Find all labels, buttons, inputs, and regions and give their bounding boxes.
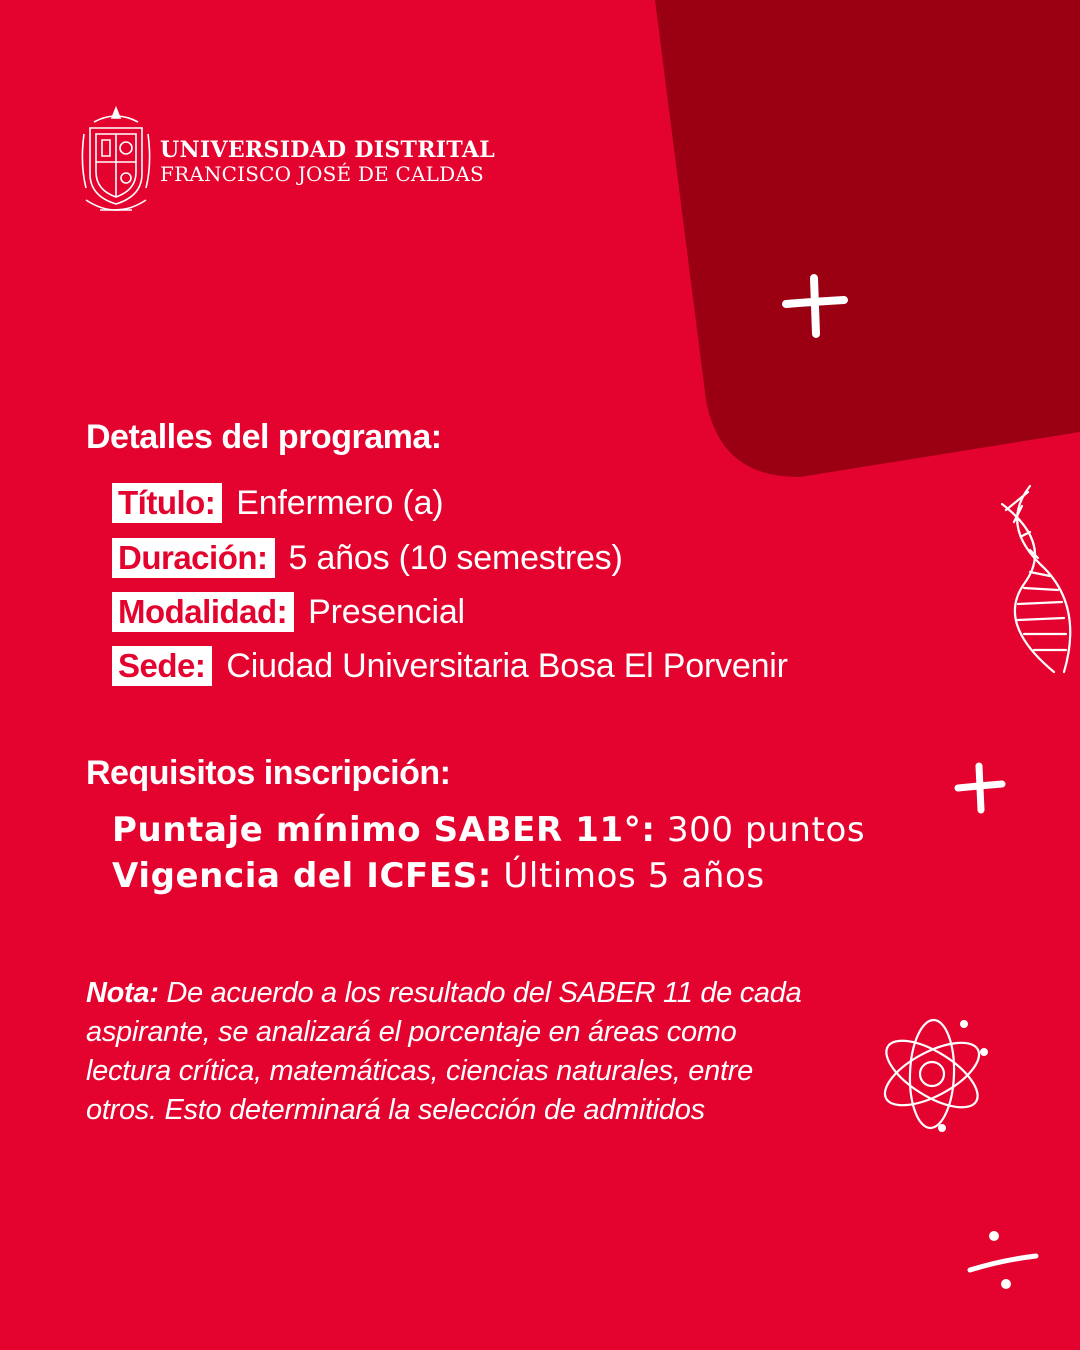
detail-value: 5 años (10 semestres) (288, 538, 623, 577)
detail-label: Sede: (112, 646, 212, 686)
detail-value: Enfermero (a) (236, 483, 444, 522)
requirement-value: 300 puntos (666, 810, 866, 850)
requirements-heading: Requisitos inscripción: (86, 754, 451, 792)
detail-label: Duración: (112, 538, 275, 578)
detail-row-sede (112, 644, 788, 688)
note-text: De acuerdo a los resultado del SABER 11 de cada aspirante, se analizará el porcentaje en áreas como lectura crítica, matemáticas, ciencias naturales, entre otros. Esto determinará la selección de admitidos (86, 977, 802, 1126)
plus-icon (952, 760, 1008, 816)
university-name-line2: FRANCISCO JOSÉ DE CALDAS (160, 162, 484, 187)
requirement-label: Puntaje mínimo SABER 11°: (112, 810, 656, 850)
detail-row-duracion (112, 536, 623, 580)
details-heading: Detalles del programa: (86, 418, 442, 456)
detail-value: Ciudad Universitaria Bosa El Porvenir (226, 646, 788, 685)
requirement-row-vigencia (112, 856, 765, 896)
detail-row-titulo (112, 481, 443, 525)
detail-label: Título: (112, 483, 222, 523)
university-name-line1: UNIVERSIDAD DISTRITAL (160, 137, 495, 163)
crest-icon (80, 104, 152, 220)
plus-icon (780, 270, 850, 342)
detail-label: Modalidad: (112, 592, 294, 632)
requirement-label: Vigencia del ICFES: (112, 856, 492, 896)
requirement-row-puntaje (112, 810, 865, 850)
requirement-value: Últimos 5 años (503, 856, 765, 896)
detail-row-modalidad (112, 590, 465, 634)
divide-icon (962, 1224, 1042, 1294)
note-label: Nota: (86, 977, 159, 1009)
note-paragraph (86, 974, 806, 1130)
dna-icon (994, 484, 1080, 674)
atom-icon (876, 1012, 996, 1142)
university-name (160, 138, 495, 186)
detail-value: Presencial (308, 592, 465, 631)
